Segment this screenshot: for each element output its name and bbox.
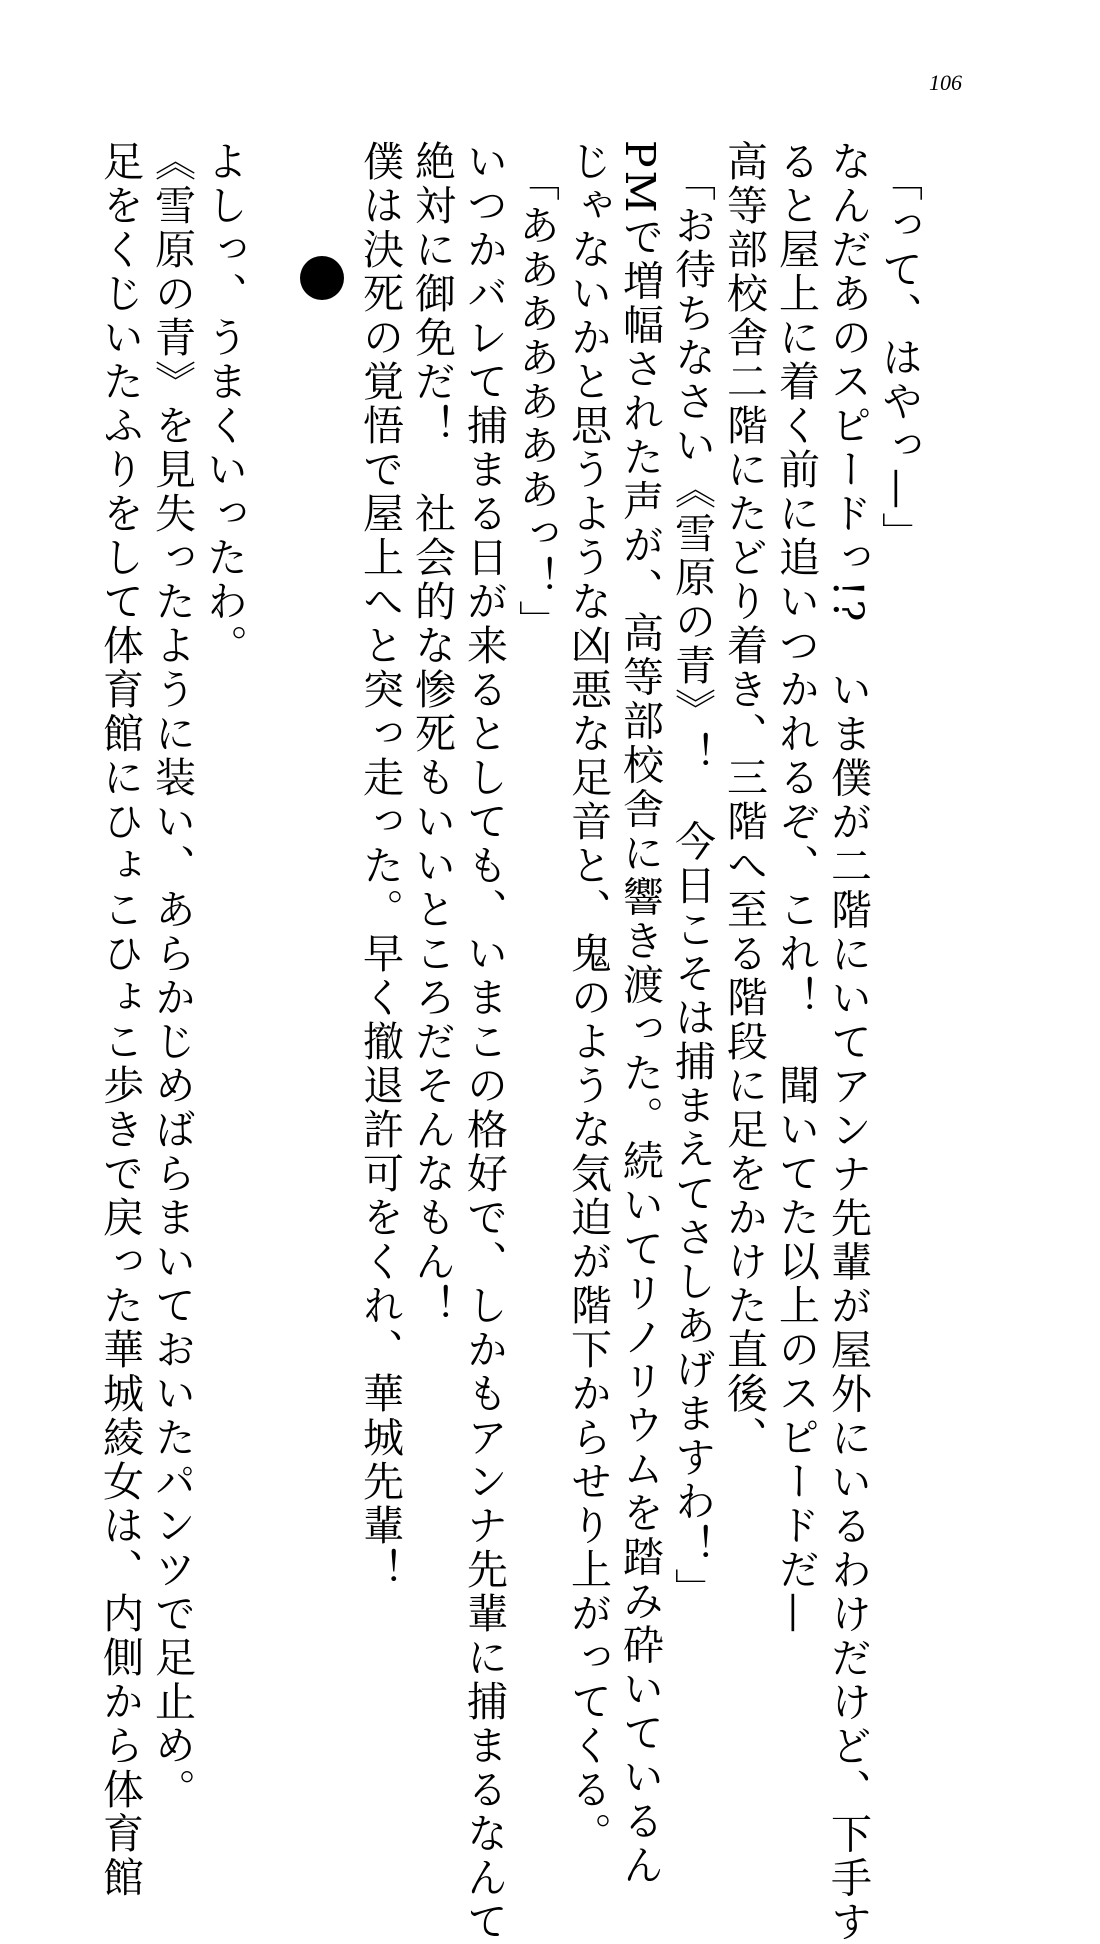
section-break-dot bbox=[300, 256, 344, 300]
text-line-7: じゃないかと思うような凶悪な足音と、鬼のような気迫が階下からせり上がってくる。 bbox=[564, 140, 612, 1856]
text-line-5: 「お待ちなさい《雪原の青》！ 今日こそは捕まえてさしあげますわ！」 bbox=[668, 160, 716, 1612]
text-line-10: 絶対に御免だ！ 社会的な惨死もいいところだそんなもん！ bbox=[408, 140, 456, 1328]
text-line-11: 僕は決死の覚悟で屋上へと突っ走った。早く撤退許可をくれ、華城先輩！ bbox=[356, 140, 404, 1592]
text-line-8: 「あああああああっ！」 bbox=[512, 160, 560, 644]
text-line-3: ると屋上に着く前に追いつかれるぞ、これ！ 聞いてた以上のスピードだ— bbox=[772, 140, 820, 1636]
text-line-1: 「って、はやっ—」 bbox=[875, 160, 923, 556]
text-line-6: PMで増幅された声が、高等部校舎に響き渡った。続いてリノリウムを踏み砕いているん bbox=[616, 140, 664, 1888]
text-line-14: 足をくじいたふりをして体育館にひょこひょこ歩きで戻った華城綾女は、内側から体育館 bbox=[96, 140, 144, 1900]
text-line-2: なんだあのスピードっ!? いま僕が二階にいてアンナ先輩が屋外にいるわけだけど、下手す bbox=[824, 140, 872, 1944]
text-line-4: 高等部校舎二階にたどり着き、三階へ至る階段に足をかけた直後、 bbox=[720, 140, 768, 1460]
text-line-13: 《雪原の青》を見失ったように装い、あらかじめばらまいておいたパンツで足止め。 bbox=[148, 140, 196, 1812]
text-line-9: いつかバレて捕まる日が来るとしても、いまこの格好で、しかもアンナ先輩に捕まるなんて bbox=[460, 140, 508, 1944]
text-line-12: よしっ、うまくいったわ。 bbox=[200, 140, 248, 668]
page-number: 106 bbox=[929, 70, 962, 95]
